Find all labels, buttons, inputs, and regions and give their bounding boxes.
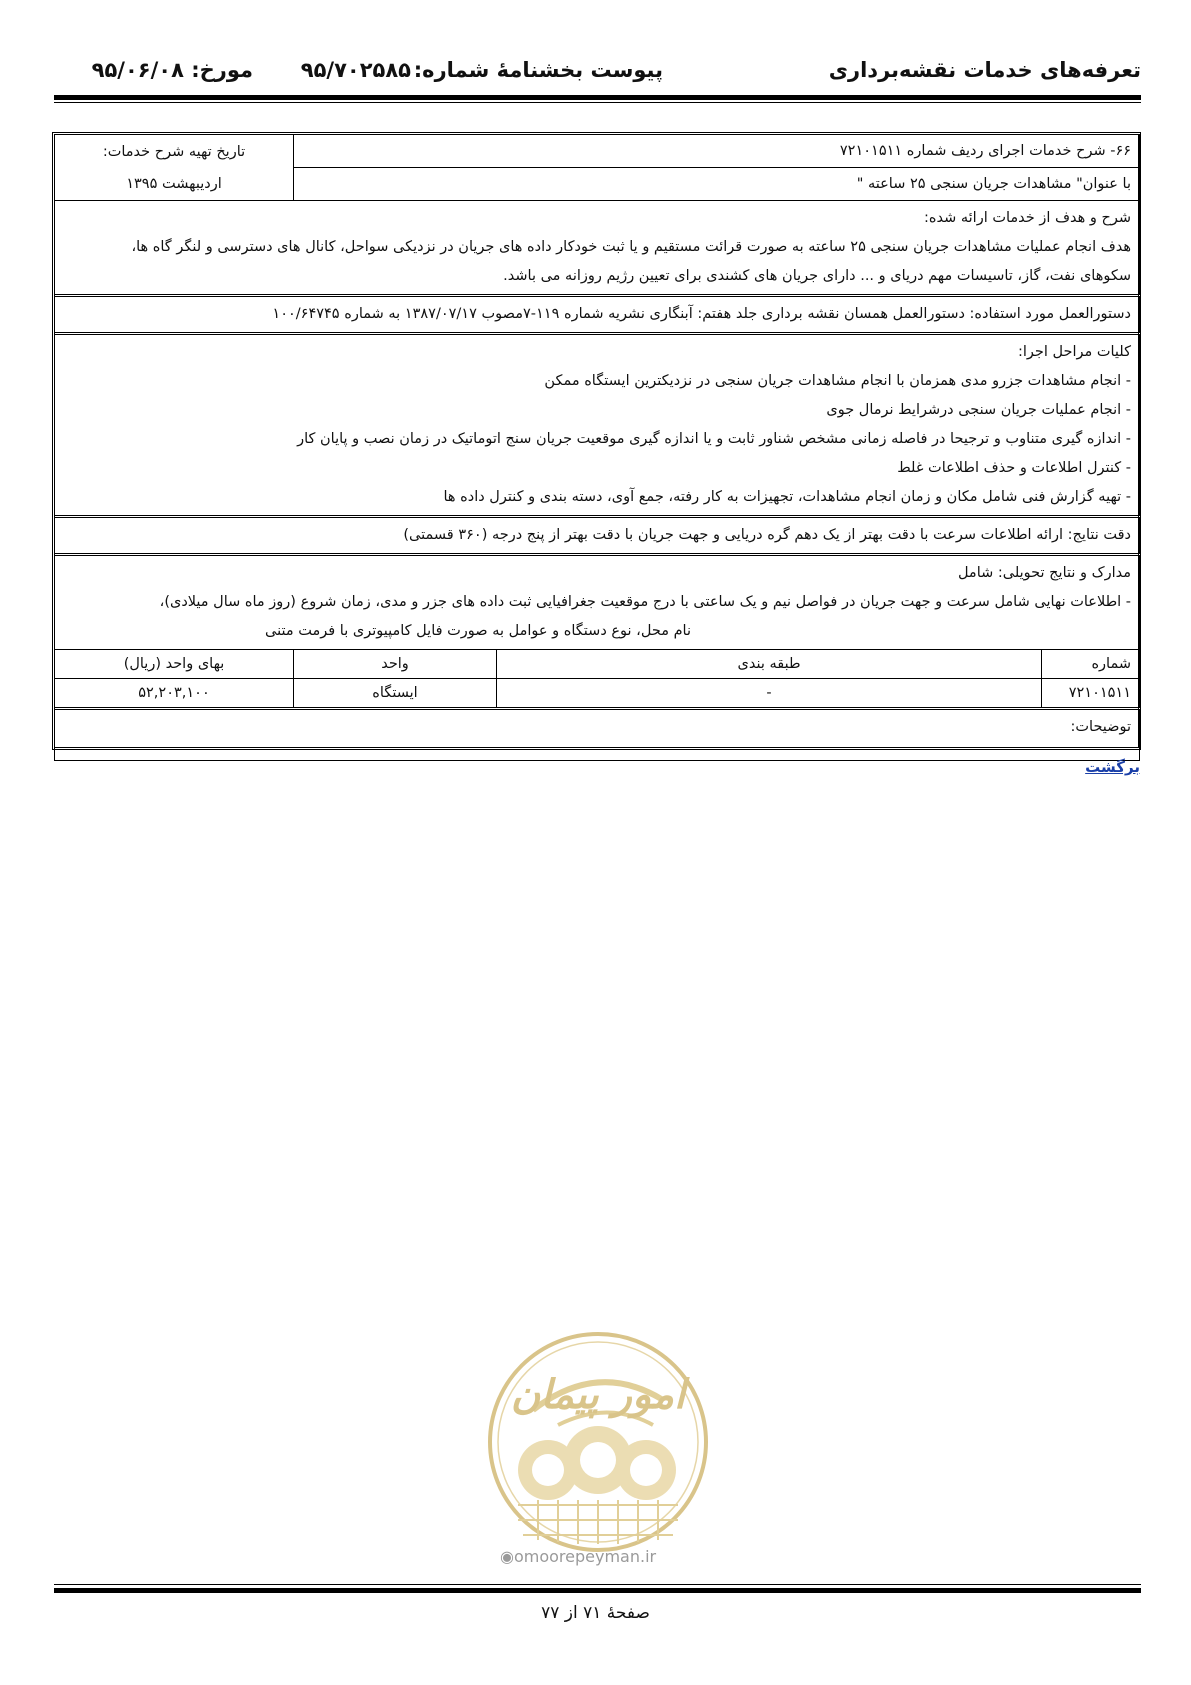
step-item: - تهیه گزارش فنی شامل مکان و زمان انجام مشاهدات، تجهیزات به کار رفته، جمع آوی، دسته بندی و کنترل داده ها xyxy=(443,489,1132,505)
cell-number: ۷۲۱۰۱۵۱۱ xyxy=(1042,679,1140,709)
cell-unit-price: ۵۲,۲۰۳,۱۰۰ xyxy=(55,679,294,709)
purpose-row xyxy=(55,201,1140,296)
prep-date-cell xyxy=(55,135,294,201)
steps-label: کلیات مراحل اجرا: xyxy=(1018,344,1132,360)
service-title-cell xyxy=(294,135,1140,201)
header-rule-thin xyxy=(54,102,1141,103)
attachment-label: پیوست بخشنامهٔ شماره: xyxy=(413,58,663,82)
step-item: - انجام عملیات جریان سنجی درشرایط نرمال جوی xyxy=(826,402,1132,418)
service-title-row xyxy=(55,135,1140,201)
notes-cell xyxy=(55,709,1140,761)
service-subject: با عنوان" مشاهدات جریان سنجی ۲۵ ساعته " xyxy=(294,167,1139,200)
date-value: ۹۵/۰۶/۰۸ xyxy=(91,58,184,82)
instruction-cell xyxy=(55,296,1140,334)
header-unit: واحد xyxy=(294,650,497,679)
notes-label: توضیحات: xyxy=(1070,719,1132,735)
step-item: - کنترل اطلاعات و حذف اطلاعات غلط xyxy=(897,460,1132,476)
purpose-line-1: هدف انجام عملیات مشاهدات جریان سنجی ۲۵ ساعته به صورت قرائت مستقیم و یا ثبت خودکار داده های جریان در نزدیکی سواحل، کانال های دسترسی و لنگر گاه ها، xyxy=(131,239,1132,255)
watermark-logo xyxy=(478,1330,718,1580)
page-number: صفحهٔ ۷۱ از ۷۷ xyxy=(541,1603,650,1623)
purpose-label: شرح و هدف از خدمات ارائه شده: xyxy=(924,210,1132,226)
deliverables-line-1: - اطلاعات نهایی شامل سرعت و جهت جریان در فواصل نیم و یک ساعتی با درج موقعیت جغرافیایی ثبت داده های جزر و مدی، زمان شروع (روز ماه سال میلادی)، xyxy=(159,594,1132,610)
cell-classification: - xyxy=(497,679,1042,709)
steps-row xyxy=(55,334,1140,517)
price-header-row xyxy=(55,650,1140,679)
prep-date-value: اردیبهشت ۱۳۹۵ xyxy=(126,175,222,192)
accuracy-text: دقت نتایج: ارائه اطلاعات سرعت با دقت بهتر از یک دهم گره دریایی و جهت جریان با دقت بهتر از پنج درجه (۳۶۰ قسمتی) xyxy=(403,527,1132,543)
date-block xyxy=(92,58,253,82)
header-classification: طبقه بندی xyxy=(497,650,1042,679)
price-data-row xyxy=(55,679,1140,709)
step-item: - اندازه گیری متناوب و ترجیحا در فاصله زمانی مشخص شناور ثابت و یا اندازه گیری موقعیت جریان سنج اتوماتیک در زمان نصب و پایان کار xyxy=(297,431,1132,447)
watermark-logo-text: امور پیمان xyxy=(510,1372,686,1418)
accuracy-row xyxy=(55,517,1140,555)
step-item: - انجام مشاهدات جزرو مدی همزمان با انجام مشاهدات جریان سنجی در نزدیکترین ایستگاه ممکن xyxy=(544,373,1132,389)
header-number: شماره xyxy=(1042,650,1140,679)
steps-cell xyxy=(55,334,1140,517)
instruction-text: دستورالعمل مورد استفاده: دستورالعمل همسان نقشه برداری جلد هفتم: آبنگاری نشریه شماره ۱۱۹-۷مصوب ۱۳۸۷/۰۷/۱۷ به شماره ۱۰۰/۶۴۷۴۵ xyxy=(272,306,1132,322)
deliverables-label: مدارک و نتایج تحویلی: شامل xyxy=(957,565,1132,581)
cell-unit: ایستگاه xyxy=(294,679,497,709)
accuracy-cell xyxy=(55,517,1140,555)
header-rule-thick xyxy=(54,95,1141,100)
service-row-title: ۶۶- شرح خدمات اجرای ردیف شماره ۷۲۱۰۱۵۱۱ xyxy=(839,143,1132,159)
watermark-site: ◉omoorepeyman.ir xyxy=(500,1547,657,1566)
prep-date-label: تاریخ تهیه شرح خدمات: xyxy=(102,143,246,160)
page-header xyxy=(54,58,1141,90)
footer-rule-thin xyxy=(54,1584,1141,1585)
deliverables-line-2: نام محل، نوع دستگاه و عوامل به صورت فایل کامپیوتری با فرمت متنی xyxy=(265,623,692,639)
header-unit-price: بهای واحد (ریال) xyxy=(55,650,294,679)
date-label: مورخ: xyxy=(191,58,253,82)
footer-rule-thick xyxy=(54,1588,1141,1593)
notes-row xyxy=(55,709,1140,761)
watermark-site-text: omoorepeyman.ir xyxy=(513,1547,657,1566)
circular-number: ۹۵/۷۰۲۵۸۵ xyxy=(300,58,411,82)
purpose-cell xyxy=(55,201,1140,296)
service-description-table xyxy=(54,134,1140,761)
document-title: تعرفه‌های خدمات نقشه‌برداری xyxy=(828,58,1141,82)
back-link[interactable]: برگشت xyxy=(1085,758,1140,776)
instruction-row xyxy=(55,296,1140,334)
purpose-line-2: سکوهای نفت، گاز، تاسیسات مهم دریای و ... دارای جریان های کشندی برای تعیین رژیم روزانه می باشد. xyxy=(503,268,1132,284)
deliverables-row xyxy=(55,555,1140,650)
deliverables-cell xyxy=(55,555,1140,650)
